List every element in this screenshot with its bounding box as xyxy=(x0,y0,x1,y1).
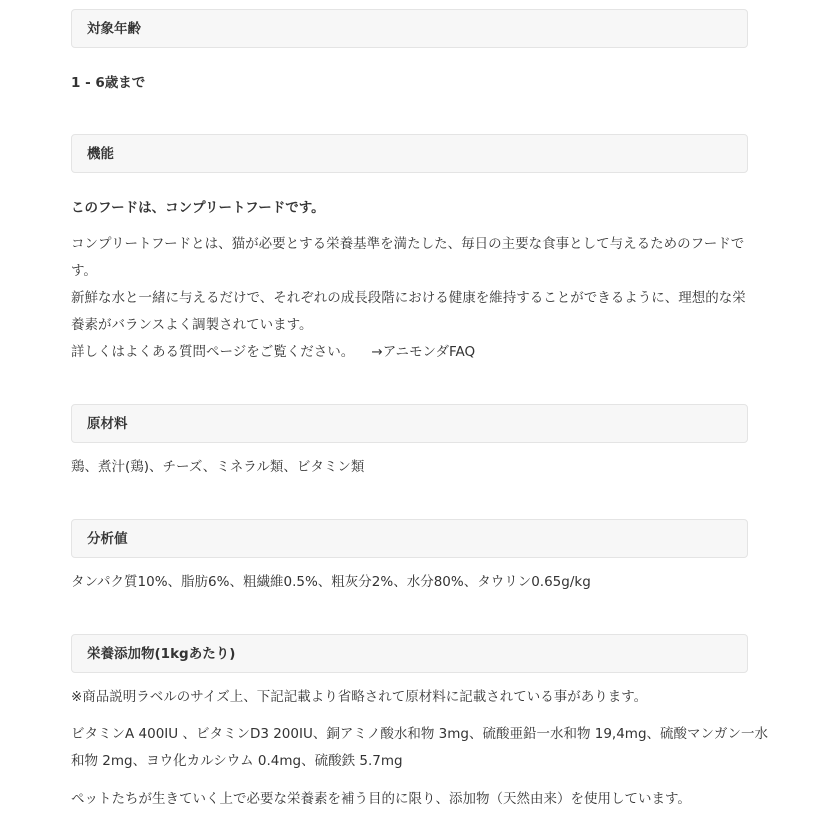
additives-footer: ペットたちが生きていく上で必要な栄養素を補う目的に限り、添加物（天然由来）を使用しています。 xyxy=(71,791,691,807)
additives-line: 和物 2mg、ヨウ化カルシウム 0.4mg、硫酸鉄 5.7mg xyxy=(71,753,403,769)
analysis-value: タンパク質10%、脂肪6%、粗繊維0.5%、粗灰分2%、水分80%、タウリン0.65g/kg xyxy=(71,574,591,590)
section-title: 原材料 xyxy=(87,416,128,432)
section-title: 栄養添加物(1kgあたり) xyxy=(87,646,236,662)
section-header-ingredients xyxy=(71,404,748,443)
section-title: 対象年齢 xyxy=(87,21,141,37)
section-title: 分析値 xyxy=(87,531,128,547)
additives-note: ※商品説明ラベルのサイズ上、下記記載より省略されて原材料に記載されている事があります。 xyxy=(71,689,648,705)
faq-text: 詳しくはよくある質問ページをご覧ください。 xyxy=(71,344,355,360)
age-value: 1 - 6歳まで xyxy=(71,75,146,91)
function-line: 養素がバランスよく調製されています。 xyxy=(71,317,313,333)
section-header-age xyxy=(71,9,748,48)
section-header-analysis xyxy=(71,519,748,558)
function-line: 新鮮な水と一緒に与えるだけで、それぞれの成長段階における健康を維持することができるように、理想的な栄 xyxy=(71,290,746,306)
section-header-function xyxy=(71,134,748,173)
faq-line xyxy=(71,339,751,366)
faq-link[interactable]: →アニモンダFAQ xyxy=(371,344,476,360)
section-header-additives xyxy=(71,634,748,673)
function-line: コンプリートフードとは、猫が必要とする栄養基準を満たした、毎日の主要な食事として与えるためのフードで xyxy=(71,236,745,252)
section-title: 機能 xyxy=(87,146,114,162)
function-line: す。 xyxy=(71,263,97,279)
function-lead: このフードは、コンプリートフードです。 xyxy=(71,200,325,216)
additives-line: ビタミンA 400IU 、ビタミンD3 200IU、銅アミノ酸水和物 3mg、硫酸亜鉛一水和物 19,4mg、硫酸マンガン一水 xyxy=(71,726,769,742)
ingredients-value: 鶏、煮汁(鶏)、チーズ、ミネラル類、ビタミン類 xyxy=(71,459,365,475)
